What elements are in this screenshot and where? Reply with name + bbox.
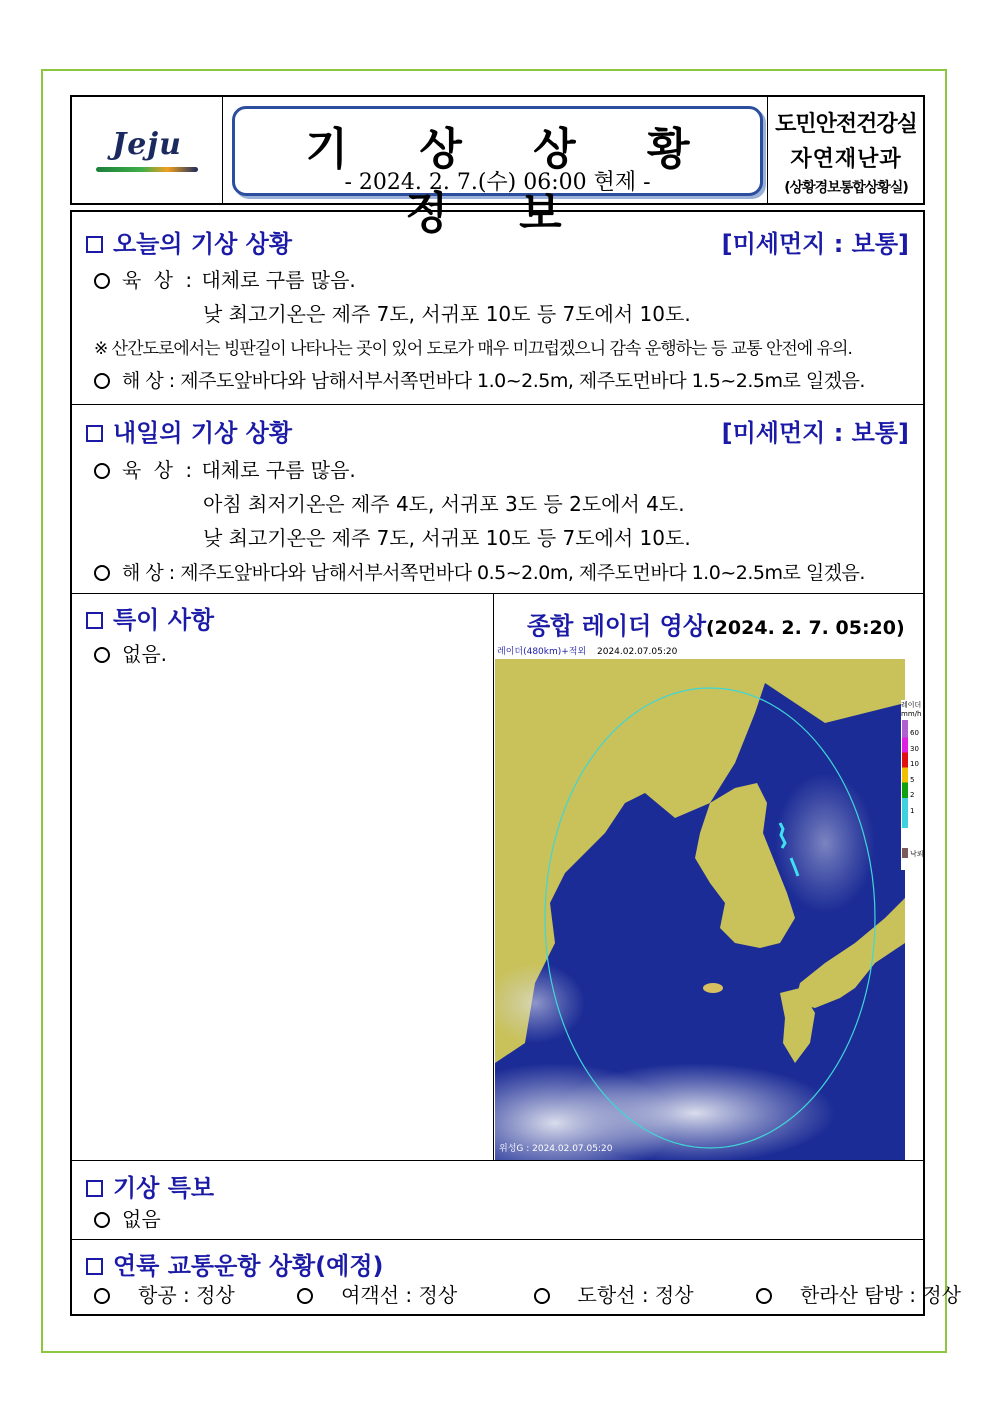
page-title: 기 상 상 황 정 보	[305, 124, 718, 239]
warning-heading: 기상 특보	[86, 1168, 214, 1203]
column-divider	[493, 593, 494, 1160]
circle-icon	[94, 1212, 110, 1228]
org-line-1: 도민안전건강실	[775, 112, 917, 137]
legend-lightning: 낙뢰	[910, 850, 924, 858]
warning-item: 없음	[94, 1203, 161, 1232]
circle-icon	[534, 1288, 550, 1304]
legend-color-bar	[902, 720, 908, 828]
circle-icon	[94, 647, 110, 663]
legend-value: 60	[910, 729, 919, 737]
tomorrow-sea-line: 해 상 : 제주도앞바다와 남해서부서쪽먼바다 0.5~2.0m, 제주도먼바다 1.0~2.5m로 일겠음.	[94, 558, 865, 585]
divider	[72, 593, 923, 594]
traffic-item-ferry: 여객선 : 정상	[297, 1283, 485, 1307]
title-box	[232, 106, 763, 239]
circle-icon	[756, 1288, 772, 1304]
traffic-heading: 연륙 교통운항 상황(예정)	[86, 1246, 384, 1281]
logo-cell	[72, 97, 223, 203]
special-heading: 특이 사항	[86, 600, 214, 635]
tomorrow-dust: [미세먼지 : 보통]	[721, 419, 909, 447]
today-land-line-1: 육 상 : 대체로 구름 많음.	[94, 264, 356, 293]
traffic-item-hallasan: 한라산 탐방 : 정상	[756, 1283, 989, 1307]
legend-value: 10	[910, 760, 919, 768]
checkbox-icon	[86, 1180, 103, 1197]
radar-title: 종합 레이더 영상(2024. 2. 7. 05:20)	[527, 612, 905, 640]
legend-unit: mm/h	[901, 710, 922, 718]
header-table	[70, 95, 925, 239]
special-item: 없음.	[94, 638, 167, 667]
divider	[72, 1160, 923, 1161]
cloud	[775, 773, 875, 913]
circle-icon	[94, 463, 110, 479]
circle-icon	[94, 373, 110, 389]
today-sea-line: 해 상 : 제주도앞바다와 남해서부서쪽먼바다 1.0~2.5m, 제주도먼바다 1.5~2.5m로 일겠음.	[94, 366, 865, 393]
circle-icon	[94, 273, 110, 289]
legend-value: 30	[910, 744, 919, 753]
tomorrow-land-line-1: 육 상 : 대체로 구름 많음.	[94, 454, 356, 483]
radar-map	[495, 643, 905, 1160]
traffic-item-island-ferry: 도항선 : 정상	[534, 1283, 722, 1307]
legend-value: 2	[910, 791, 915, 799]
checkbox-icon	[86, 1258, 103, 1275]
divider	[72, 404, 923, 405]
tomorrow-land-line-2: 아침 최저기온은 제주 4도, 서귀포 3도 등 2도에서 4도.	[203, 492, 685, 516]
logo-stroke-icon	[96, 167, 198, 172]
tomorrow-land-line-3: 낮 최고기온은 제주 7도, 서귀포 10도 등 7도에서 10도.	[203, 526, 691, 550]
today-note: ※ 산간도로에서는 빙판길이 나타나는 곳이 있어 도로가 매우 미끄럽겠으니 감속 운행하는 등 교통 안전에 유의.	[94, 339, 852, 359]
circle-icon	[297, 1288, 313, 1304]
today-land-line-2: 낮 최고기온은 제주 7도, 서귀포 10도 등 7도에서 10도.	[203, 302, 691, 326]
radar-label-bottom: 위성G : 2024.02.07.05:20	[499, 1144, 613, 1154]
tomorrow-heading: 내일의 기상 상황	[86, 413, 292, 448]
radar-image	[495, 643, 905, 1160]
legend-value: 5	[910, 775, 915, 784]
traffic-item-air: 항공 : 정상	[94, 1283, 263, 1307]
org-cell	[767, 97, 924, 203]
jeju-logo	[92, 127, 202, 177]
radar-timestamp-top: 2024.02.07.05:20	[597, 647, 678, 657]
legend-title: 레이더	[901, 701, 922, 709]
radar-label-top: 레이더(480km)+적외	[497, 647, 587, 657]
radar-legend	[901, 700, 923, 870]
org-line-2: 자연재난과	[790, 147, 902, 172]
today-dust: [미세먼지 : 보통]	[721, 230, 909, 258]
page-subtitle: - 2024. 2. 7.(수) 06:00 현제 -	[344, 170, 651, 195]
divider	[72, 1239, 923, 1240]
lightning-swatch-icon	[902, 848, 908, 858]
checkbox-icon	[86, 425, 103, 442]
report-table	[70, 210, 961, 1316]
legend-value: 1	[910, 806, 915, 815]
land-jeju	[703, 983, 723, 993]
circle-icon	[94, 565, 110, 581]
circle-icon	[94, 1288, 110, 1304]
checkbox-icon	[86, 612, 103, 629]
checkbox-icon	[86, 236, 103, 253]
logo-text: Jeju	[112, 127, 182, 162]
org-line-3: (상황경보통합상황실)	[784, 180, 908, 196]
traffic-items	[94, 1279, 992, 1308]
today-heading: 오늘의 기상 상황	[86, 224, 292, 259]
